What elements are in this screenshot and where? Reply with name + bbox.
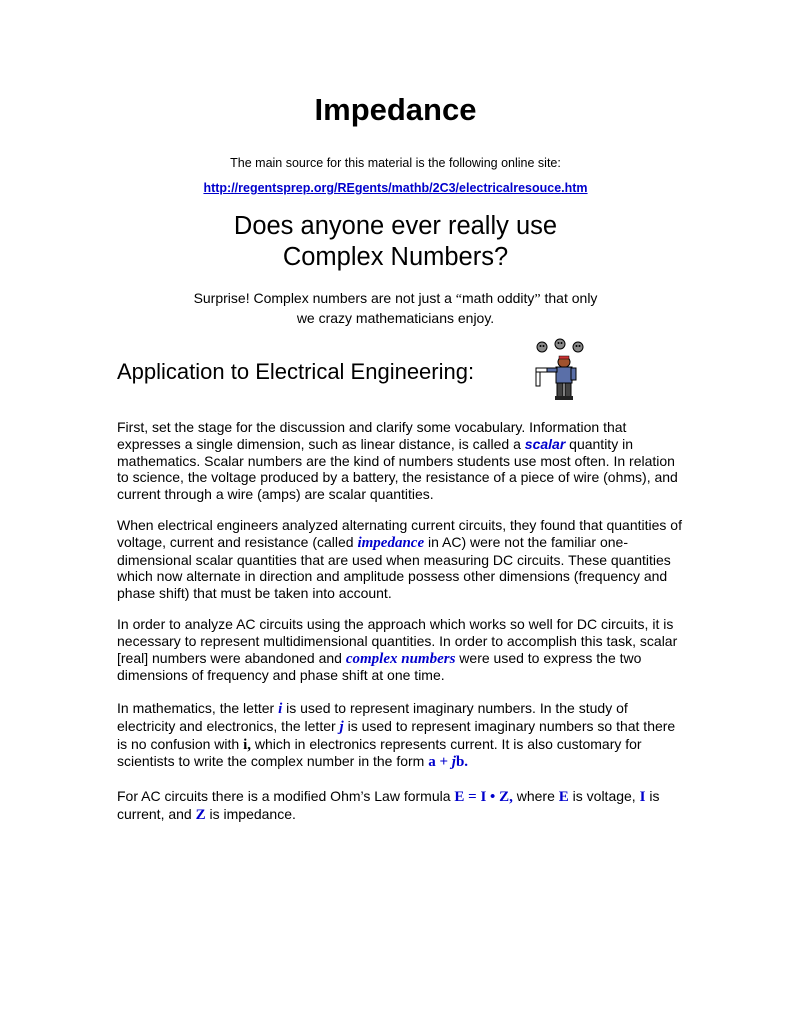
form-j: j <box>451 754 456 771</box>
symbol-i: I <box>639 789 646 805</box>
p3-text-a: In order to analyze AC circuits using the approach which works so well for DC circuits, it is necessary to represent multidimensional quantities. In order to accomplish this task, scalar [real] numbers were abandoned and <box>117 616 678 666</box>
paragraph-imaginary <box>117 700 687 771</box>
surprise-after: that only <box>540 290 598 306</box>
page-title: Impedance <box>314 92 477 127</box>
p1-text-a: First, set the stage for the discussion and clarify some vocabulary. Information that expresses a single dimension, such as linear distance, is called a <box>117 419 627 452</box>
p4-text-b: is used to represent imaginary numbers. In the study of electricity and electronics, the letter <box>117 700 628 734</box>
form-b: b. <box>455 754 469 771</box>
close-quote: ” <box>534 292 541 307</box>
ohms-law-formula: E = I • Z, <box>454 789 513 805</box>
symbol-z: Z <box>195 806 206 823</box>
letter-j: j <box>339 718 344 735</box>
letter-i-plain: i, <box>243 736 251 753</box>
question-line-2: Complex Numbers? <box>282 243 509 271</box>
p5-text-c: is voltage, <box>568 788 640 804</box>
paragraph-ohms-law <box>117 788 687 824</box>
p4-text-d: which in electronics represents current. It is also customary for scientists to write the complex number in the form <box>117 735 642 770</box>
form-a: a + <box>428 754 452 771</box>
paragraph-complex-numbers <box>117 616 687 684</box>
term-scalar: scalar <box>524 435 566 452</box>
p1-text-b: quantity in mathematics. Scalar numbers are the kind of numbers students use most often. In relation to science, the voltage produced by a battery, the resistance of a piece of wire (ohms), and current through a wire (amps) are scalar quantities. <box>117 435 678 503</box>
section-heading: Application to Electrical Engineering: <box>117 359 475 384</box>
p5-text-d: is current, and <box>117 788 660 822</box>
p5-text-b: where <box>512 788 559 804</box>
surprise-text <box>0 289 791 327</box>
surprise-line-1 <box>0 289 791 309</box>
letter-i: i <box>278 701 283 717</box>
surprise-line-2: we crazy mathematicians enjoy. <box>296 310 495 326</box>
p5-text-a: For AC circuits there is a modified Ohm’s Law formula <box>117 788 455 804</box>
term-impedance: impedance <box>357 534 425 551</box>
term-complex-numbers: complex numbers <box>345 650 456 667</box>
paragraph-impedance <box>117 517 687 602</box>
p4-text-a: In mathematics, the letter <box>117 700 279 716</box>
open-quote: “ <box>455 292 463 307</box>
p4-text-c: is used to represent imaginary numbers so that there is no confusion with <box>117 717 676 752</box>
source-link[interactable]: http://regentsprep.org/REgents/mathb/2C3/electricalresouce.htm <box>203 181 588 195</box>
question-heading <box>0 211 791 273</box>
symbol-e: E <box>558 789 569 805</box>
p3-text-b: were used to express the two dimensions of frequency and phase shift at one time. <box>117 649 642 684</box>
math-oddity-phrase: math oddity <box>462 290 535 306</box>
source-note: The main source for this material is the following online site: <box>230 156 561 170</box>
p2-text-a: When electrical engineers analyzed alternating current circuits, they found that quantities of voltage, current and resistance (called <box>117 517 682 550</box>
question-line-1: Does anyone ever really use <box>233 212 558 240</box>
engineer-juggling-icon <box>533 338 587 402</box>
paragraph-scalar <box>117 419 687 503</box>
p2-text-b: in AC) were not the familiar one-dimensional scalar quantities that are used when measuring DC circuits. These quantities which now alternate in direction and amplitude possess other dimensions (frequency and phase shift) that must be taken into account. <box>117 533 671 602</box>
surprise-before: Surprise! Complex numbers are not just a <box>193 290 456 306</box>
p5-text-e: is impedance. <box>205 805 296 822</box>
